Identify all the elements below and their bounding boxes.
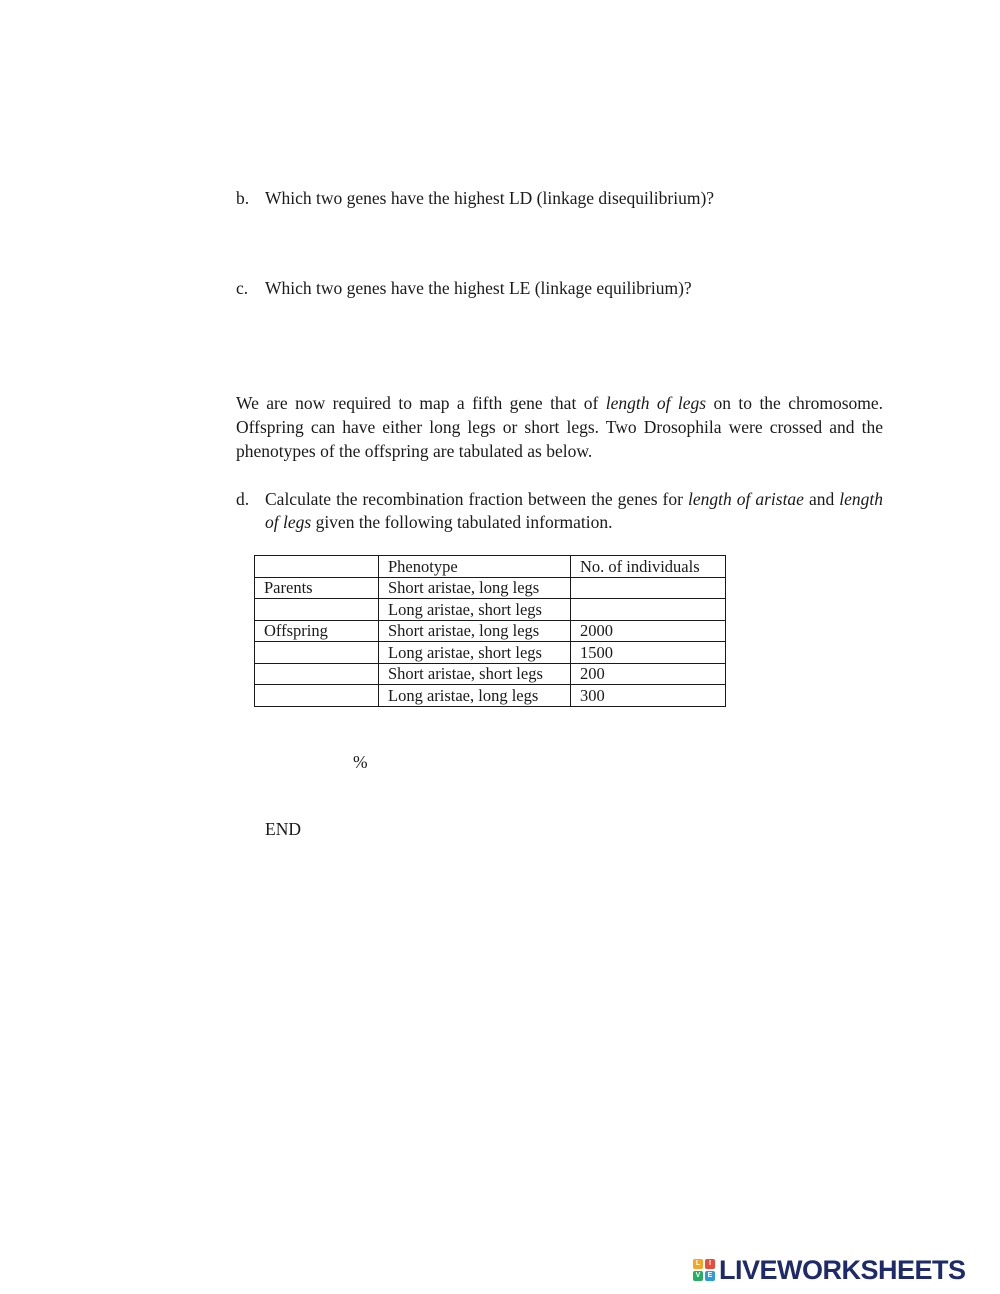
table-cell [255, 663, 379, 685]
table-cell: Short aristae, long legs [379, 620, 571, 642]
table-row [255, 685, 726, 707]
question-b-label: b. [236, 188, 250, 208]
table-row [255, 577, 726, 599]
question-b [236, 186, 714, 210]
table-cell [255, 685, 379, 707]
table-cell: 300 [571, 685, 726, 707]
table-cell: Long aristae, short legs [379, 599, 571, 621]
question-d-italic-legs: length of legs [265, 489, 883, 532]
logo-tile: V [693, 1271, 703, 1281]
question-c [236, 276, 692, 300]
logo-tile: L [693, 1259, 703, 1269]
table-cell [571, 577, 726, 599]
question-d-text [265, 488, 883, 533]
question-c-text: Which two genes have the highest LE (linkage equilibrium)? [265, 278, 692, 298]
intro-text-2: on to the chromosome. Offspring can have either long legs or short legs. Two Drosophila were crossed and the phenotypes of the offspring are tabulated as below. [236, 393, 884, 461]
table-cell [255, 642, 379, 664]
intro-paragraph [236, 391, 883, 463]
table-header-row [255, 556, 726, 578]
table-cell [571, 599, 726, 621]
question-d-italic-aristae: length of aristae [687, 489, 804, 509]
liveworksheets-logo-icon [693, 1259, 715, 1281]
logo-tile: I [705, 1259, 715, 1269]
table-cell: Parents [255, 577, 379, 599]
table-header-cell [255, 556, 379, 578]
question-d [236, 488, 883, 533]
question-b-text: Which two genes have the highest LD (linkage disequilibrium)? [265, 188, 715, 208]
table-cell: 200 [571, 663, 726, 685]
answer-percent-sign: % [353, 752, 368, 772]
end-marker: END [265, 819, 301, 839]
table-cell: Long aristae, short legs [379, 642, 571, 664]
table-header-cell: No. of individuals [571, 556, 726, 578]
question-d-label: d. [236, 489, 250, 509]
intro-italic-length-of-legs: length of legs [605, 393, 707, 413]
table-row [255, 620, 726, 642]
table-row [255, 599, 726, 621]
table-cell [255, 599, 379, 621]
intro-text-1: We are now required to map a fifth gene that of [236, 393, 606, 413]
table-cell: Long aristae, long legs [379, 685, 571, 707]
table-cell: Short aristae, long legs [379, 577, 571, 599]
logo-tile: E [705, 1271, 715, 1281]
table-cell: Offspring [255, 620, 379, 642]
question-d-text-2: and [803, 489, 840, 509]
brand-name: LIVEWORKSHEETS [719, 1255, 966, 1285]
table-cell: 2000 [571, 620, 726, 642]
question-d-text-1: Calculate the recombination fraction between the genes for [265, 489, 688, 509]
question-c-label: c. [236, 278, 249, 298]
table-row [255, 663, 726, 685]
liveworksheets-brand [693, 1256, 966, 1284]
table-header-cell: Phenotype [379, 556, 571, 578]
table-row [255, 642, 726, 664]
question-d-text-3: given the following tabulated information. [311, 511, 613, 532]
table-cell: 1500 [571, 642, 726, 664]
table-cell: Short aristae, short legs [379, 663, 571, 685]
phenotype-table [254, 555, 726, 707]
